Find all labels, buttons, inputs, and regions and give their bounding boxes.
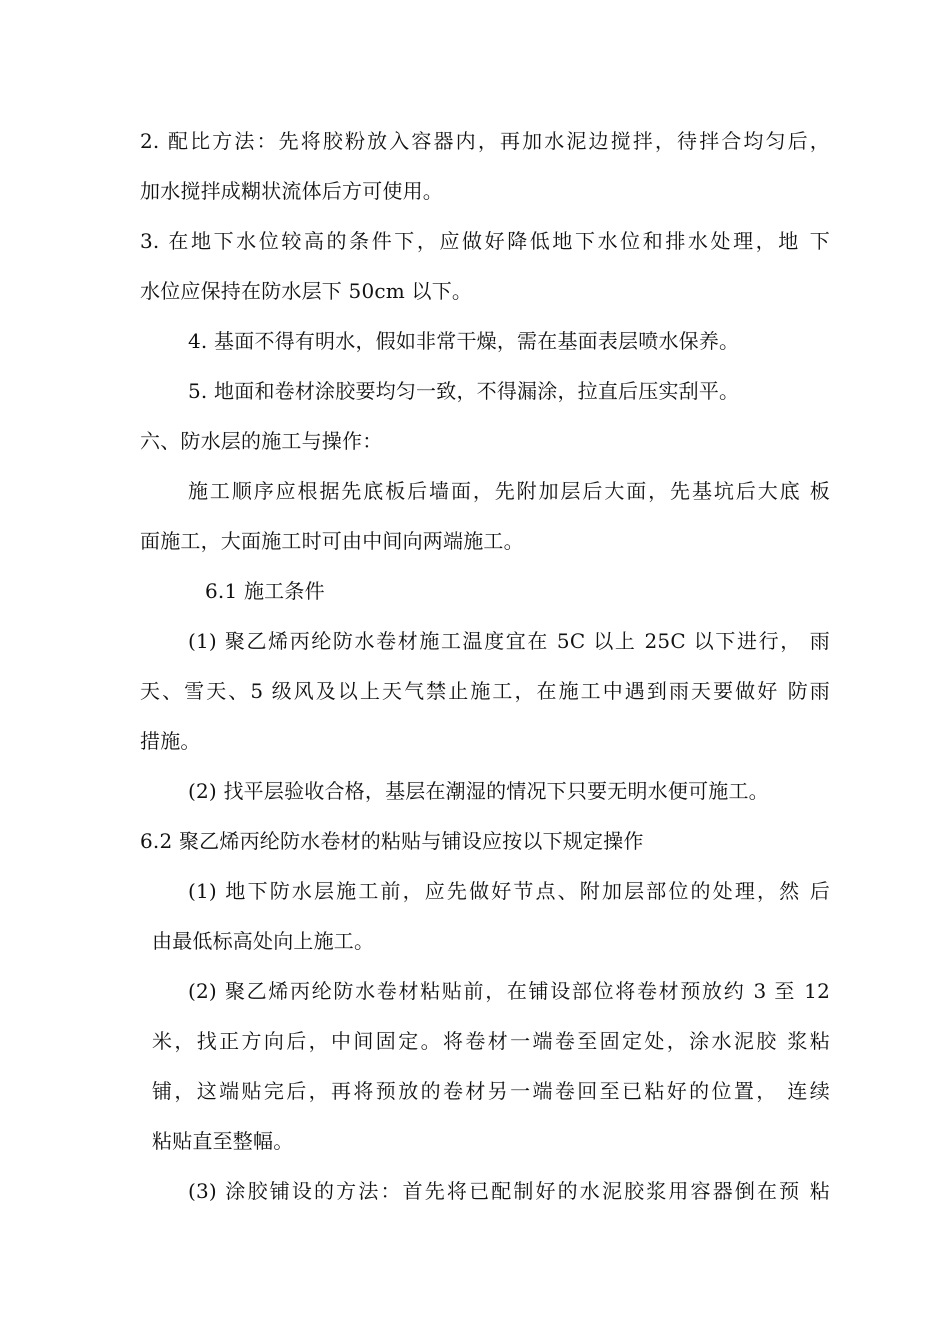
- subsection-heading: 6.2 聚乙烯丙纶防水卷材的粘贴与铺设应按以下规定操作: [140, 829, 644, 853]
- text-line: (2) 聚乙烯丙纶防水卷材粘贴前，在铺设部位将卷材预放约 3 至 12: [188, 979, 830, 1003]
- text-line: 3. 在地下水位较高的条件下，应做好降低地下水位和排水处理，地 下: [140, 229, 830, 253]
- text-line: 施工顺序应根据先底板后墙面，先附加层后大面，先基坑后大底 板: [188, 479, 830, 503]
- text-line: 水位应保持在防水层下 50cm 以下。: [140, 279, 473, 303]
- text-line: 粘贴直至整幅。: [152, 1129, 294, 1153]
- text-line: 加水搅拌成糊状流体后方可使用。: [140, 179, 443, 203]
- text-line: (3) 涂胶铺设的方法：首先将已配制好的水泥胶浆用容器倒在预 粘: [188, 1179, 830, 1203]
- subsection-heading: 6.1 施工条件: [205, 579, 325, 603]
- text-line: 天、雪天、5 级风及以上天气禁止施工，在施工中遇到雨天要做好 防雨: [140, 679, 830, 703]
- text-line: 2. 配比方法：先将胶粉放入容器内，再加水泥边搅拌，待拌合均匀后，: [140, 129, 830, 153]
- text-line: (1) 聚乙烯丙纶防水卷材施工温度宜在 5C 以上 25C 以下进行， 雨: [188, 629, 830, 653]
- section-heading: 六、防水层的施工与操作：: [140, 429, 383, 453]
- text-line: (1) 地下防水层施工前，应先做好节点、附加层部位的处理，然 后: [188, 879, 830, 903]
- text-line: 米，找正方向后，中间固定。将卷材一端卷至固定处，涂水泥胶 浆粘: [152, 1029, 830, 1053]
- text-line: 措施。: [140, 729, 201, 753]
- text-line: (2) 找平层验收合格，基层在潮湿的情况下只要无明水便可施工。: [188, 779, 769, 803]
- text-line: 面施工，大面施工时可由中间向两端施工。: [140, 529, 524, 553]
- text-line: 铺，这端贴完后，再将预放的卷材另一端卷回至已粘好的位置， 连续: [152, 1079, 830, 1103]
- text-line: 由最低标高处向上施工。: [152, 929, 375, 953]
- text-line: 4. 基面不得有明水，假如非常干燥，需在基面表层喷水保养。: [188, 329, 740, 353]
- text-line: 5. 地面和卷材涂胶要均匀一致，不得漏涂，拉直后压实刮平。: [188, 379, 740, 403]
